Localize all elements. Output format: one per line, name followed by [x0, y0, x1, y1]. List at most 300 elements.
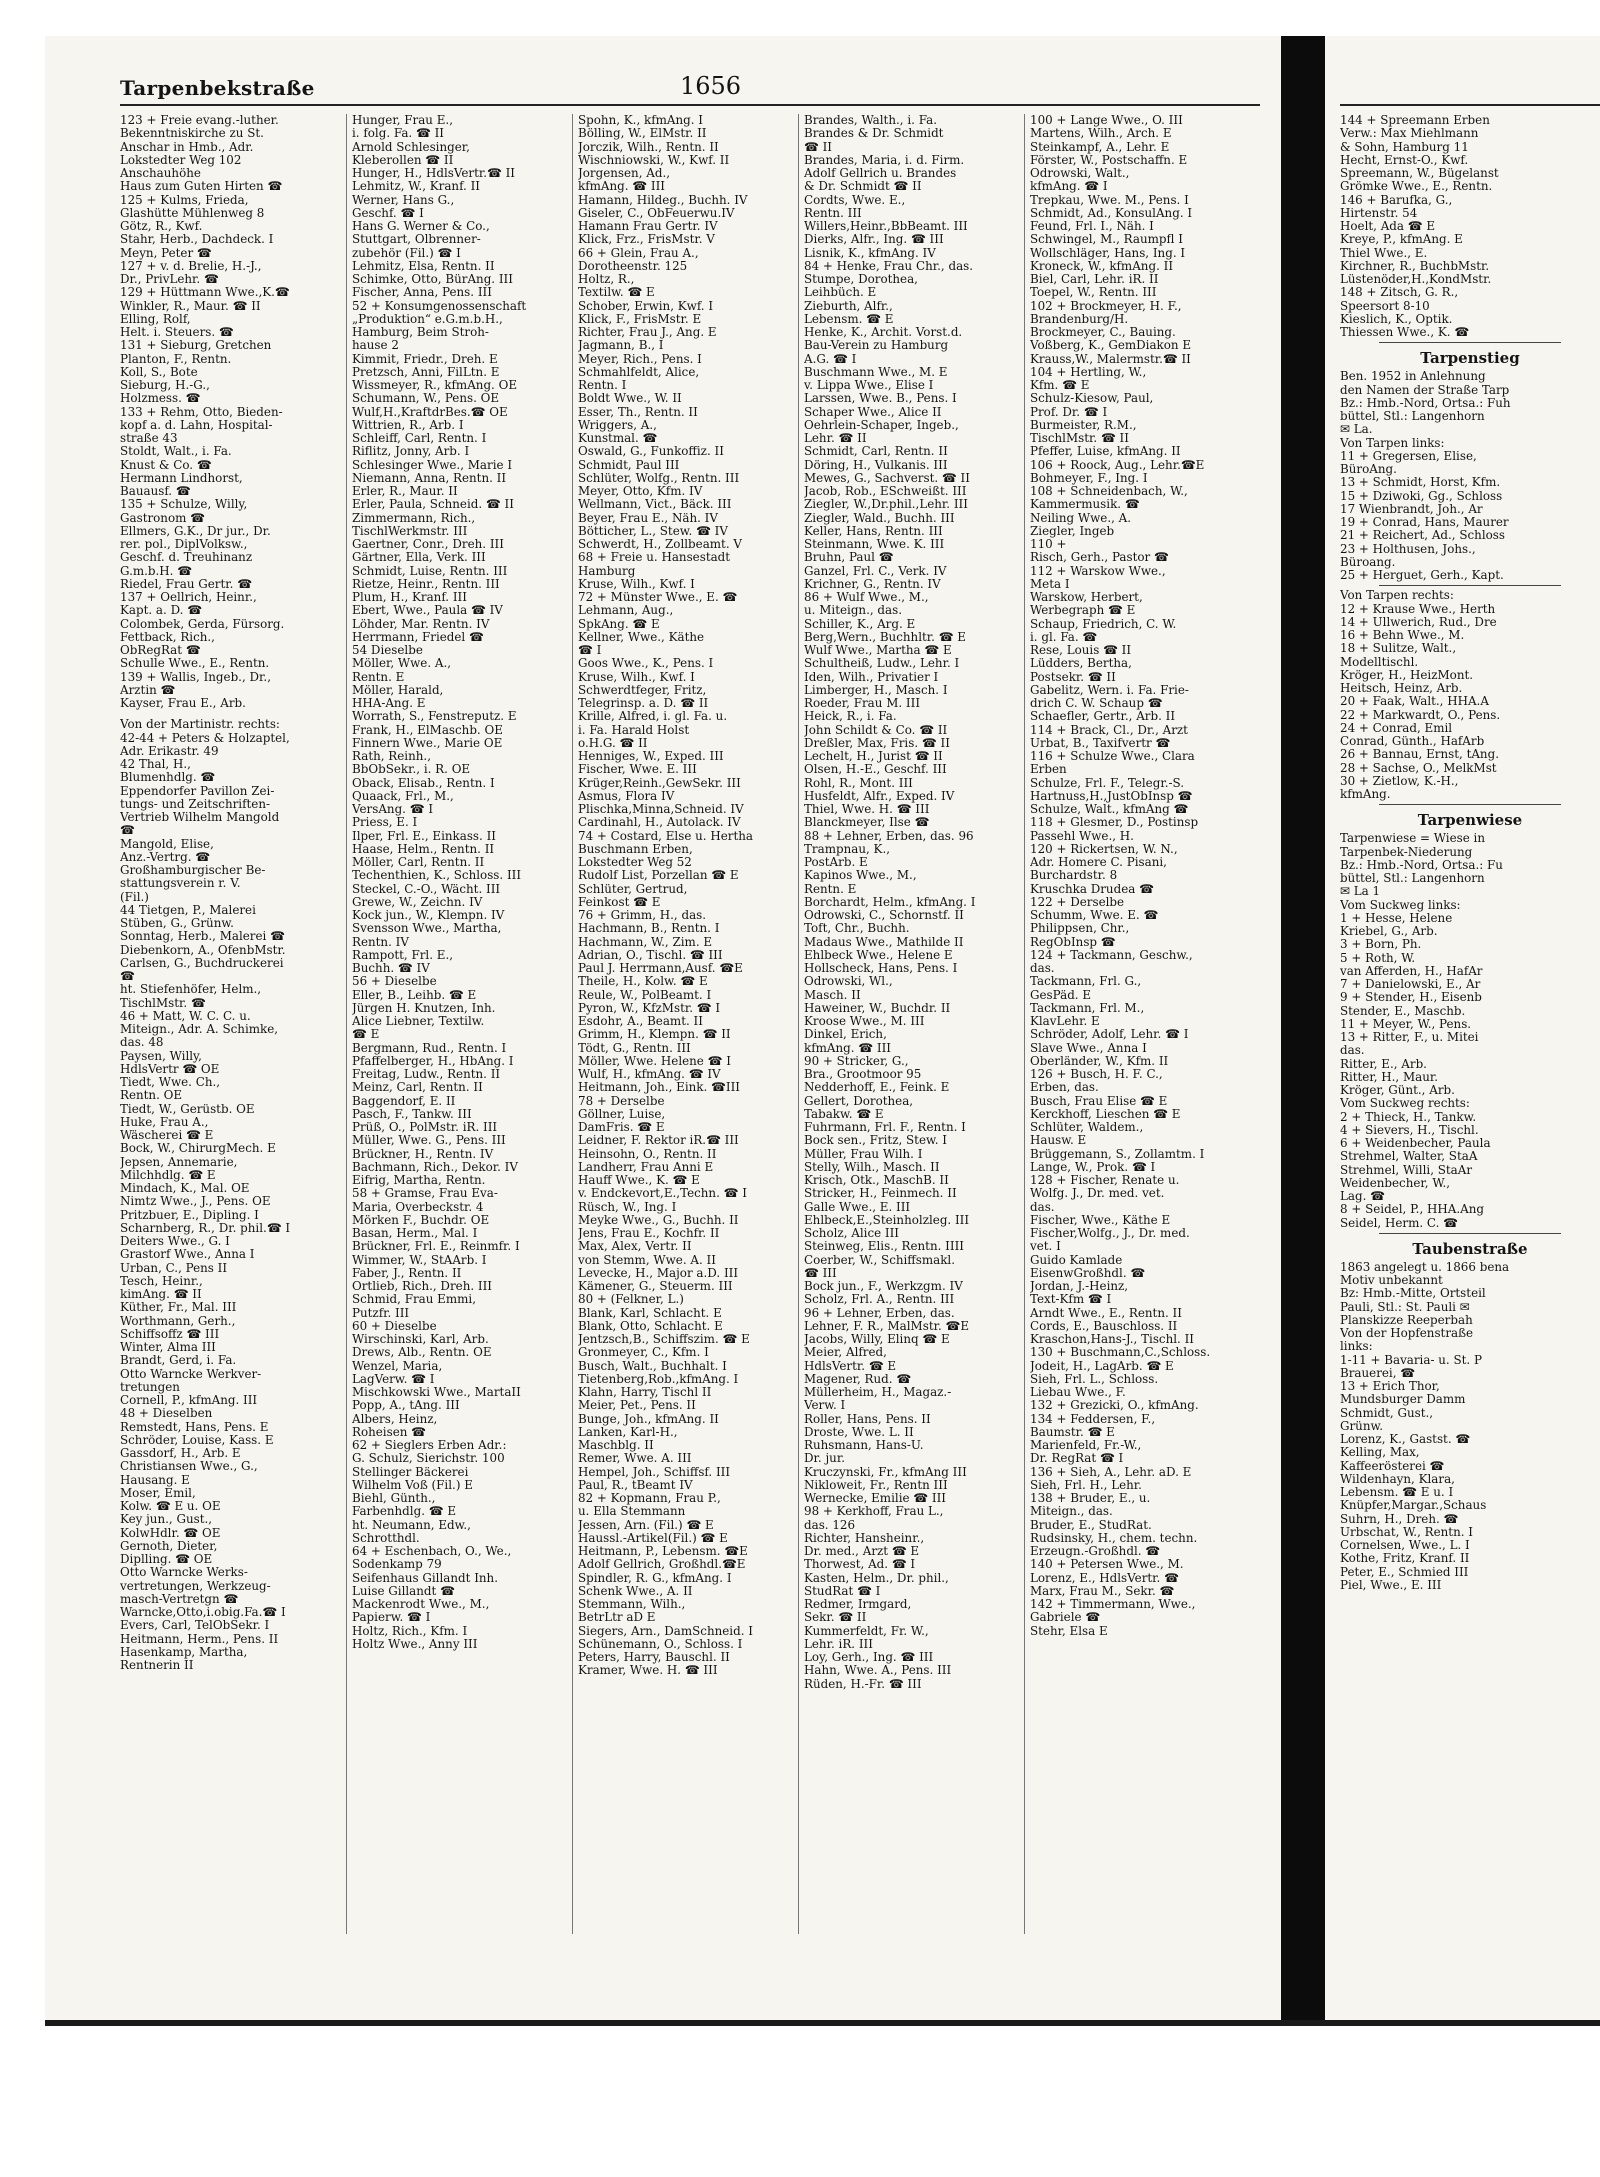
directory-entry-line: ✉ La 1 [1340, 885, 1381, 899]
directory-entry-line: Jessen, Arn. (Fil.) ☎ E [578, 1518, 714, 1532]
directory-entry-line: Brauerei, ☎ [1340, 1366, 1416, 1380]
directory-entry-line: Ehlbeck,E.,Steinholzleg. III [804, 1213, 970, 1227]
directory-entry-line: Rentn. E [352, 670, 405, 684]
directory-entry-line: Krüger,Reinh.,GewSekr. III [578, 776, 741, 790]
directory-entry-line: Bz.: Hmb.-Nord, Ortsa.: Fu [1340, 858, 1503, 872]
directory-entry-line: EisenwGroßhdl. ☎ [1030, 1266, 1146, 1280]
directory-entry-line: 16 + Behn Wwe., M. [1340, 629, 1465, 642]
directory-entry-line: Schmidt, Carl, Rentn. II [804, 445, 948, 459]
directory-entry-line: Herrmann, Friedel ☎ [352, 630, 484, 644]
header-rule [120, 104, 1260, 106]
directory-entry-line: Schulle Wwe., E., Rentn. [120, 657, 270, 671]
directory-entry-line: Rüden, H.-Fr. ☎ III [804, 1677, 922, 1691]
directory-entry-line: Jürgen H. Knutzen, Inh. [352, 1001, 496, 1015]
directory-entry-line: Brüggemann, S., Zollamtm. I [1030, 1147, 1205, 1161]
directory-entry-line: Holtz, Rich., Kfm. I [352, 1624, 468, 1638]
directory-entry-line: Bauausf. ☎ [120, 485, 191, 498]
directory-entry-line: Kapinos Wwe., M., [804, 869, 917, 883]
directory-entry-line: Martens, Wilh., Arch. E [1030, 127, 1172, 141]
directory-entry-line: 19 + Conrad, Hans, Maurer [1340, 516, 1509, 529]
directory-entry-line: Gärtner, Ella, Verk. III [352, 551, 486, 565]
directory-entry-line: Plum, H., Kranf. III [352, 591, 467, 604]
directory-entry-line: Olsen, H.-E., Geschf. III [804, 763, 947, 777]
directory-entry-line: Kerckhoff, Lieschen ☎ E [1030, 1107, 1181, 1121]
directory-entry-line: 15 + Dziwoki, Gg., Schloss [1340, 489, 1503, 503]
directory-entry-line: Haussl.-Artikel(Fil.) ☎ E [578, 1531, 728, 1545]
directory-entry-line: Gellert, Dorothea, [804, 1094, 914, 1108]
directory-entry-line: Wulf Wwe., Martha ☎ E [804, 644, 952, 657]
directory-entry-line: Ziegler, Wald., Buchh. III [804, 511, 955, 525]
directory-entry-line: 130 + Buschmann,C.,Schloss. [1030, 1346, 1211, 1360]
directory-entry-line: & Sohn, Hamburg 11 [1340, 140, 1469, 154]
directory-entry-line: Knüpfer,Margar.,Schaus [1340, 1499, 1487, 1513]
directory-entry-line: Schmidt, Gust., [1340, 1406, 1434, 1420]
directory-entry-line: Conrad, Günth., HafArb [1340, 735, 1485, 748]
directory-entry-line: Göllner, Luise, [578, 1107, 666, 1121]
directory-entry-line: BbObSekr., i. R. OE [352, 763, 471, 777]
directory-entry-line: GesPäd. E [1030, 988, 1092, 1002]
directory-entry-line: Götz, R., Kwf. [120, 220, 203, 233]
directory-entry-line: Kapt. a. D. ☎ [120, 604, 203, 618]
directory-entry-line: TischlMstr. ☎ [120, 996, 206, 1010]
directory-entry-line: Eifrig, Martha, Rentn. [352, 1174, 486, 1187]
directory-entry-line: Warncke,Otto,i.obig.Fa.☎ I [120, 1606, 286, 1619]
directory-entry-line: 1863 angelegt u. 1866 bena [1340, 1260, 1510, 1274]
directory-entry-line: Schwerdt, H., Zollbeamt. V [578, 538, 742, 551]
directory-entry-line: Ärztin ☎ [120, 683, 176, 697]
directory-entry-line: Berg,Wern., Buchhltr. ☎ E [804, 630, 966, 644]
directory-entry-line: Pyron, W., KfzMstr. ☎ I [578, 1001, 721, 1015]
directory-entry-line: Knust & Co. ☎ [120, 458, 212, 472]
directory-entry-line: 86 + Wulf Wwe., M., [804, 591, 929, 604]
directory-entry-line: Stender, E., Maschb. [1340, 1004, 1466, 1018]
directory-entry-line: Liebau Wwe., F. [1030, 1386, 1126, 1399]
directory-entry-line: Heitsch, Heinz, Arb. [1340, 682, 1463, 695]
directory-entry-line: RegObInsp ☎ [1030, 935, 1116, 949]
directory-entry-line: Oback, Elisab., Rentn. I [352, 776, 495, 790]
directory-entry-line: Bock jun., F., Werkzgm. IV [804, 1280, 963, 1293]
directory-entry-line: Diebenkorn, A., OfenbMstr. [120, 943, 286, 957]
directory-entry-line: Mindach, K., Mal. OE [120, 1182, 250, 1195]
directory-entry-line: Wolfg. J., Dr. med. vet. [1030, 1187, 1165, 1201]
directory-entry-line: das. [1030, 962, 1055, 975]
directory-entry-line: Lorenz, E., HdlsVertr. ☎ [1030, 1571, 1179, 1585]
directory-entry-line: Willers,Heinr.,BbBeamt. III [804, 220, 968, 233]
directory-entry-line: Stuttgart, Ölbrenner- [352, 233, 481, 247]
directory-entry-line: Riedel, Frau Gertr. ☎ [120, 577, 253, 591]
directory-entry-line: Christiansen Wwe., G., [120, 1460, 258, 1474]
directory-entry-line: Stehr, Elsa E [1030, 1624, 1108, 1638]
directory-entry-line: Svensson Wwe., Martha, [352, 922, 502, 936]
directory-entry-line: Fischer, Wwe. E. III [578, 763, 697, 777]
directory-entry-line: Adrian, O., Tischl. ☎ III [578, 948, 723, 962]
directory-entry-line: 146 + Barufka, G., [1340, 193, 1453, 207]
directory-entry-line: Prüß, O., PolMstr. iR. III [352, 1121, 498, 1134]
directory-entry-line: Lanken, Karl-H., [578, 1425, 678, 1439]
street-heading: Tarpenwiese [1417, 811, 1523, 830]
directory-entry-line: Meier, Alfred, [804, 1346, 887, 1360]
directory-entry-line: Carlsen, G., Buchdruckerei [120, 956, 284, 970]
directory-entry-line: Hamburg, Beim Stroh- [352, 326, 489, 339]
directory-entry-line: Max, Alex, Vertr. II [578, 1240, 692, 1254]
directory-entry-line: Hollscheck, Hans, Pens. I [804, 962, 958, 975]
directory-entry-line: Ellmers, G.K., Dr jur., Dr. [120, 524, 271, 538]
directory-entry-line: Müller, Wwe. G., Pens. III [352, 1134, 506, 1148]
directory-entry-line: Marx, Frau M., Sekr. ☎ [1030, 1584, 1175, 1598]
directory-entry-line: Von Tarpen links: [1340, 436, 1445, 450]
directory-entry-line: 58 + Gramse, Frau Eva- [352, 1187, 498, 1201]
directory-entry-line: Odrowski, Walt., [1030, 167, 1130, 180]
directory-entry-line: Wollschläger, Hans, Ing. I [1030, 246, 1186, 260]
directory-entry-line: Lange, W., Prok. ☎ I [1030, 1160, 1156, 1174]
directory-entry-line: Moser, Emil, [120, 1486, 196, 1500]
directory-entry-line: TischlMstr. ☎ II [1030, 432, 1129, 445]
facing-columns [1340, 114, 1600, 1934]
directory-entry-line: ht. Neumann, Edw., [352, 1518, 471, 1532]
directory-entry-line: Brandenburg/H. [1030, 312, 1129, 326]
directory-entry-line: Motiv unbekannt [1340, 1274, 1443, 1287]
directory-entry-line: Worthmann, Gerh., [120, 1314, 236, 1328]
directory-entry-line: Freitag, Ludw., Rentn. II [352, 1068, 501, 1081]
directory-entry-line: Dierks, Alfr., Ing. ☎ III [804, 233, 944, 247]
directory-entry-line: Marienfeld, Fr.-W., [1030, 1439, 1142, 1452]
directory-entry-line: Maschblg. II [578, 1439, 654, 1452]
directory-entry-line: Stellinger Bäckerei [352, 1465, 469, 1479]
directory-entry-line: Limberger, H., Masch. I [804, 683, 948, 697]
directory-entry-line: Ilper, Frl. E., Einkass. II [352, 829, 496, 843]
directory-entry-line: 132 + Grezicki, O., kfmAng. [1030, 1399, 1199, 1413]
directory-entry-line: Rentn. IV [352, 935, 409, 949]
directory-entry-line: Wäscherei ☎ E [120, 1129, 214, 1142]
directory-entry-line: Sodenkamp 79 [352, 1558, 442, 1572]
directory-entry-line: Wimmer, W., StAArb. I [352, 1253, 487, 1267]
directory-entry-line: Alice Liebner, Textilw. [352, 1015, 485, 1028]
directory-entry-line: Tesch, Heinr., [120, 1274, 203, 1288]
directory-entry-line: Jepsen, Annemarie, [120, 1155, 238, 1169]
column-3 [572, 114, 798, 1934]
directory-entry-line: Erben [1030, 763, 1067, 777]
directory-entry-line: Esdohr, A., Beamt. II [578, 1015, 703, 1028]
directory-entry-line: Gronmeyer, C., Kfm. I [578, 1346, 709, 1360]
directory-entry-line: Tackmann, Frl. M., [1030, 1001, 1145, 1015]
directory-entry-line: Jodeit, H., LagArb. ☎ E [1030, 1359, 1174, 1373]
directory-entry-line: Wildenhayn, Klara, [1340, 1472, 1455, 1486]
directory-entry-line: Lehmitz, Elsa, Rentn. II [352, 259, 495, 273]
directory-entry-line: Brandes & Dr. Schmidt [804, 127, 944, 141]
directory-entry-line: Thiel, Wwe. H. ☎ III [804, 803, 930, 816]
directory-entry-line: Schrotthdl. [352, 1531, 420, 1545]
directory-entry-line: Tabakw. ☎ E [804, 1107, 884, 1121]
directory-entry-line: Rese, Louis ☎ II [1030, 644, 1132, 657]
directory-entry-line: 88 + Lehner, Erben, das. 96 [804, 829, 974, 843]
directory-entry-line: stattungsverein r. V. [120, 877, 241, 891]
directory-entry-line: Möller, Carl, Rentn. II [352, 856, 485, 869]
directory-entry-line: Hasenkamp, Martha, [120, 1645, 248, 1659]
directory-entry-line: Bohmeyer, F., Ing. I [1030, 471, 1148, 485]
directory-entry-line: i. Fa. Harald Holst [578, 723, 690, 737]
directory-entry-line: Thiel Wwe., E. [1340, 246, 1428, 260]
directory-entry-line: 20 + Faak, Walt., HHA.A [1340, 695, 1489, 709]
directory-entry-line: 14 + Ullwerich, Rud., Dre [1340, 615, 1497, 629]
directory-entry-line: Heick, R., i. Fa. [804, 710, 897, 724]
section-divider [1340, 582, 1600, 589]
directory-entry-line: Toepel, W., Rentn. III [1030, 286, 1157, 300]
page-gutter [1281, 36, 1325, 2026]
directory-entry-line: Tödt, G., Rentn. III [578, 1041, 691, 1055]
directory-entry-line: 22 + Markwardt, O., Pens. [1340, 708, 1501, 722]
directory-entry-line: i. gl. Fa. ☎ [1030, 630, 1098, 644]
directory-entry-line: zubehör (Fil.) ☎ I [352, 246, 461, 260]
directory-entry-line: 100 + Lange Wwe., O. III [1030, 114, 1183, 127]
directory-entry-line: o.H.G. ☎ II [578, 736, 648, 750]
directory-entry-line: Lokstedter Weg 52 [578, 856, 692, 869]
directory-entry-line: Paul, R., tBeamt IV [578, 1478, 693, 1492]
directory-entry-line: Stumpe, Dorothea, [804, 273, 918, 286]
directory-entry-line: Brockmeyer, C., Bauing. [1030, 326, 1176, 339]
directory-entry-line: Prof. Dr. ☎ I [1030, 405, 1108, 419]
directory-entry-line: Brückner, H., Rentn. IV [352, 1147, 494, 1161]
directory-entry-line: Fischer,Wolfg., J., Dr. med. [1030, 1227, 1190, 1240]
directory-entry-line: Riflitz, Jonny, Arb. I [352, 445, 470, 459]
directory-entry-line: 136 + Sieh, A., Lehr. aD. E [1030, 1465, 1192, 1479]
directory-entry-line: Plischka,Minna,Schneid. IV [578, 803, 744, 816]
directory-entry-line: Dr. jur. [804, 1452, 845, 1466]
directory-entry-line: Mörken F., Buchdr. OE [352, 1213, 490, 1227]
directory-entry-line: Von der Hopfenstraße [1340, 1327, 1474, 1340]
directory-entry-line: büttel, Stl.: Langenhorn [1340, 410, 1485, 423]
directory-entry-line: Fettback, Rich., [120, 630, 215, 644]
directory-entry-line: 18 + Sulitze, Walt., [1340, 642, 1457, 656]
directory-entry-line: Suhrn, H., Dreh. ☎ [1340, 1512, 1459, 1526]
column-4 [798, 114, 1024, 1934]
directory-entry-line: Madaus Wwe., Mathilde II [804, 935, 964, 949]
directory-entry-line: Steinmann, Wwe. K. III [804, 538, 945, 551]
directory-entry-line: Lehr. iR. III [804, 1637, 873, 1651]
directory-entry-line: Kriebel, G., Arb. [1340, 925, 1438, 938]
directory-entry-line: Miteign., das. [1030, 1505, 1113, 1519]
directory-entry-line: Henke, K., Archit. Vorst.d. [804, 326, 963, 339]
directory-entry-line: 108 + Schneidenbach, W., [1030, 485, 1188, 498]
directory-entry-line: 82 + Kopmann, Frau P., [578, 1492, 721, 1505]
directory-entry-line: Anschauhöhe [120, 167, 201, 180]
directory-entry-line: Mundsburger Damm [1340, 1393, 1466, 1407]
directory-entry-line: Wittrien, R., Arb. I [352, 418, 464, 432]
directory-entry-line: Schulze, Frl. F., Telegr.-S. [1030, 776, 1184, 790]
directory-entry-line: Keller, Hans, Rentn. III [804, 524, 943, 538]
directory-entry-line: Winkler, R., Maur. ☎ II [120, 299, 261, 313]
directory-entry-line: Hamburg [578, 564, 636, 578]
directory-entry-line: Thorwest, Ad. ☎ I [804, 1558, 916, 1572]
directory-entry-line: Ganzel, Frl. C., Verk. IV [804, 564, 947, 578]
directory-entry-line: 139 + Wallis, Ingeb., Dr., [120, 670, 271, 684]
directory-entry-line: Dr. med., Arzt ☎ E [804, 1545, 920, 1558]
directory-entry-line: Hunger, H., HdlsVertr.☎ II [352, 167, 515, 180]
directory-entry-line: Rudsinsky, H., chem. techn. [1030, 1531, 1198, 1545]
directory-entry-line: Sieh, Frl. L., Schloss. [1030, 1372, 1159, 1386]
directory-entry-line: den Namen der Straße Tarp [1340, 383, 1510, 397]
directory-entry-line: Farbenhdlg. ☎ E [352, 1505, 457, 1519]
directory-entry-line: 126 + Busch, H. F. C., [1030, 1068, 1163, 1081]
directory-entry-line: 106 + Roock, Aug., Lehr.☎E [1030, 458, 1205, 472]
directory-page [120, 58, 1260, 1938]
directory-entry-line: Lisnik, K., kfmAng. IV [804, 246, 936, 260]
directory-entry-line: Heinsohn, O., Rentn. II [578, 1147, 717, 1161]
directory-entry-line: 26 + Bannau, Ernst, tAng. [1340, 748, 1499, 762]
directory-entry-line: Roheisen ☎ [352, 1425, 426, 1439]
directory-entry-line: i. folg. Fa. ☎ II [352, 127, 444, 141]
directory-entry-line: Risch, Gerh., Pastor ☎ [1030, 551, 1169, 565]
directory-entry-line: Kruse, Wilh., Kwf. I [578, 670, 695, 684]
directory-entry-line: Bergmann, Rud., Rentn. I [352, 1041, 507, 1055]
directory-entry-line: Bekenntniskirche zu St. [120, 127, 264, 141]
directory-entry-line: Adr. Homere C. Pisani, [1030, 856, 1167, 869]
directory-entry-line: Cordts, Wwe. E., [804, 193, 906, 207]
directory-entry-line: Erler, R., Maur. II [352, 485, 458, 498]
directory-entry-line: Cornelsen, Wwe., L. I [1340, 1539, 1470, 1552]
directory-entry-line: 8 + Seidel, P., HHA.Ang [1340, 1203, 1484, 1217]
directory-entry-line: Biel, Carl, Lehr. iR. II [1030, 273, 1159, 286]
directory-entry-line: Krauss,W., Malermstr.☎ II [1030, 352, 1191, 366]
blank-line [120, 710, 341, 718]
directory-entry-line: Bachmann, Rich., Dekor. IV [352, 1160, 518, 1174]
directory-entry-line: Otto Warncke Werks- [120, 1566, 248, 1580]
directory-entry-line: Krille, Alfred, i. gl. Fa. u. [578, 710, 728, 724]
directory-entry-line: Philippsen, Chr., [1030, 922, 1130, 936]
directory-entry-line: Odrowski, Wl., [804, 975, 893, 989]
directory-entry-line: Kramer, Wwe. H. ☎ III [578, 1664, 718, 1678]
directory-entry-line: 64 + Eschenbach, O., We., [352, 1545, 512, 1558]
directory-entry-line: Jorgensen, Ad., [578, 167, 671, 180]
directory-entry-line: Cardinahl, H., Autolack. IV [578, 816, 741, 830]
directory-entry-line: Rüsch, W., Ing. I [578, 1200, 677, 1214]
directory-entry-line: Grastorf Wwe., Anna I [120, 1248, 255, 1262]
directory-entry-line: 56 + Dieselbe [352, 975, 437, 989]
directory-entry-line: von Stemm, Wwe. A. II [578, 1253, 716, 1267]
directory-entry-line: & Dr. Schmidt ☎ II [804, 180, 922, 194]
directory-entry-line: Grewe, W., Zeichn. IV [352, 895, 483, 909]
directory-entry-line: Seifenhaus Gillandt Inh. [352, 1571, 498, 1585]
scan-bottom-edge [45, 2020, 1600, 2026]
directory-entry-line: Schwerdtfeger, Fritz, [578, 683, 707, 697]
directory-entry-line: Toft, Chr., Buchh. [804, 922, 910, 936]
directory-entry-line: Albers, Heinz, [352, 1412, 438, 1426]
column-2 [346, 114, 572, 1934]
directory-entry-line: Vertrieb Wilhelm Mangold [120, 811, 280, 824]
directory-entry-line: Slave Wwe., Anna I [1030, 1041, 1147, 1055]
directory-entry-line: Textilw. ☎ E [578, 286, 655, 300]
directory-entry-line: 17 Wienbrandt, Joh., Ar [1340, 502, 1483, 516]
directory-entry-line: Tiedt, Wwe. Ch., [120, 1076, 221, 1089]
directory-entry-line: Meyke Wwe., G., Buchh. II [578, 1213, 739, 1227]
directory-entry-line: Koll, S., Bote [120, 365, 198, 379]
directory-entry-line: 116 + Schulze Wwe., Clara [1030, 750, 1195, 763]
directory-entry-line: 1-11 + Bavaria- u. St. P [1340, 1353, 1482, 1367]
directory-entry-line: Magener, Rud. ☎ [804, 1372, 912, 1386]
directory-entry-line: vertretungen, Werkzeug- [120, 1579, 271, 1593]
directory-entry-line: Popp, A., tAng. III [352, 1399, 460, 1413]
directory-entry-line: 46 + Matt, W. C. C. u. [120, 1009, 251, 1023]
directory-entry-line: ht. Stiefenhöfer, Helm., [120, 983, 262, 997]
directory-entry-line: Lechelt, H., Jurist ☎ II [804, 750, 943, 763]
directory-entry-line: Gaertner, Conr., Dreh. III [352, 538, 504, 551]
directory-entry-line: ☎ E [352, 1028, 380, 1042]
directory-entry-line: Faber, J., Rentn. II [352, 1266, 462, 1280]
directory-entry-line: 84 + Henke, Frau Chr., das. [804, 259, 974, 273]
directory-entry-line: Gassdorf, H., Arb. E [120, 1447, 241, 1460]
directory-entry-line: Thiessen Wwe., K. ☎ [1340, 326, 1470, 339]
directory-entry-line: Verw.: Max Miehlmann [1340, 127, 1479, 141]
directory-entry-line: Vom Suckweg rechts: [1340, 1097, 1470, 1111]
directory-entry-line: Sieburg, H.-G., [120, 379, 210, 392]
directory-entry-line: Grimm, H., Klempn. ☎ II [578, 1028, 731, 1042]
directory-entry-line: Jordan, J.-Heinz, [1030, 1280, 1129, 1293]
directory-entry-line: Theile, H., Kolw. ☎ E [578, 975, 708, 989]
directory-entry-line: 80 + (Felkner, L.) [578, 1293, 684, 1307]
directory-entry-line: Remstedt, Hans, Pens. E [120, 1420, 269, 1434]
directory-entry-line: Stüben, G., Grünw. [120, 917, 234, 930]
directory-entry-line: Haus zum Guten Hirten ☎ [120, 180, 283, 194]
directory-entry-line: Hans G. Werner & Co., [352, 220, 490, 233]
directory-entry-line: Scholz, Frl. A., Rentn. III [804, 1293, 955, 1307]
directory-entry-line: Evers, Carl, TelObSekr. I [120, 1619, 270, 1633]
directory-entry-line: Strehmel, Willi, StaAr [1340, 1163, 1473, 1177]
directory-entry-line: Hachmann, B., Rentn. I [578, 922, 720, 936]
directory-entry-line: Stricker, H., Feinmech. II [804, 1187, 957, 1201]
directory-entry-line: Kruczynski, Fr., kfmAng III [804, 1465, 967, 1479]
directory-entry-line: Putzfr. III [352, 1306, 410, 1320]
directory-entry-line: Meyer, Rich., Pens. I [578, 352, 702, 366]
directory-entry-line: Kröger, H., HeizMont. [1340, 668, 1474, 682]
directory-entry-line: Von der Martinistr. rechts: [120, 718, 280, 732]
directory-entry-line: Schlüter, Wolfg., Rentn. III [578, 471, 740, 485]
directory-entry-line: Modelltischl. [1340, 655, 1419, 669]
directory-entry-line: 21 + Reichert, Ad., Schloss [1340, 529, 1505, 543]
directory-entry-line: Mewes, G., Sachverst. ☎ II [804, 471, 970, 485]
directory-entry-line: kfmAng. [1340, 788, 1391, 801]
directory-entry-line: Trepkau, Wwe. M., Pens. I [1030, 193, 1189, 207]
directory-entry-line: Rentnerin II [120, 1659, 194, 1672]
directory-entry-line: vet. I [1030, 1240, 1061, 1254]
directory-entry-line: 120 + Rickertsen, W. N., [1030, 842, 1178, 856]
directory-entry-line: Bruhn, Paul ☎ [804, 551, 894, 565]
directory-entry-line: Gastronom ☎ [120, 511, 205, 525]
directory-entry-line: Heitmann, P., Lebensm. ☎E [578, 1545, 748, 1558]
directory-entry-line: ☎ [120, 970, 135, 983]
directory-entry-line: Grömke Wwe., E., Rentn. [1340, 180, 1493, 194]
directory-entry-line: Müllerheim, H., Magaz.- [804, 1386, 952, 1399]
directory-entry-line: A.G. ☎ I [804, 352, 857, 366]
directory-entry-line: Winter, Alma III [120, 1341, 216, 1354]
directory-entry-line: 5 + Roth, W. [1340, 951, 1416, 965]
directory-entry-line: Siegers, Arn., DamSchneid. I [578, 1624, 753, 1638]
directory-entry-line: 42 Thal, H., [120, 758, 191, 771]
directory-entry-line: HdlsVertr. ☎ E [804, 1359, 897, 1373]
directory-entry-line: Löhder, Mar. Rentn. IV [352, 617, 490, 631]
directory-entry-line: Asmus, Flora IV [578, 789, 675, 803]
directory-entry-line: Sieh, Frl. H., Lehr. [1030, 1478, 1142, 1492]
directory-entry-line: tungs- und Zeitschriften- [120, 797, 270, 811]
directory-entry-line: Rath, Reinh., [352, 750, 431, 763]
directory-entry-line: Bock sen., Fritz, Stew. I [804, 1134, 948, 1148]
directory-entry-line: Cornell, P., kfmAng. III [120, 1394, 258, 1407]
directory-entry-line: Geschf. d. Treuhinanz [120, 551, 253, 565]
directory-entry-line: 76 + Grimm, H., das. [578, 909, 707, 922]
directory-entry-line: Loy, Gerh., Ing. ☎ III [804, 1651, 934, 1664]
directory-entry-line: 98 + Kerkhoff, Frau L., [804, 1505, 944, 1519]
directory-entry-line: Miteign., Adr. A. Schimke, [120, 1023, 279, 1036]
directory-entry-line: Glashütte Mühlenweg 8 [120, 206, 265, 220]
directory-entry-line: Scharnberg, R., Dr. phil.☎ I [120, 1221, 291, 1235]
